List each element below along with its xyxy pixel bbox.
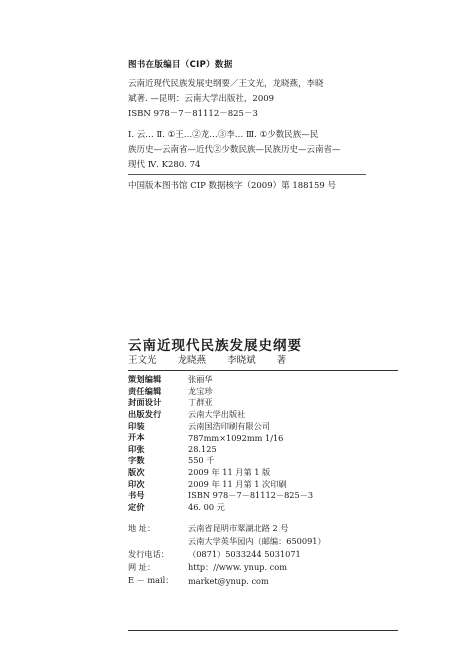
publisher-contacts xyxy=(128,522,326,587)
book-title: 云南近现代民族发展史纲要 xyxy=(128,338,302,354)
colophon-label: 策划编辑 xyxy=(128,374,162,385)
colophon-row xyxy=(128,502,313,514)
colophon-label: 开本 xyxy=(128,432,145,443)
author-name: 李晓斌 xyxy=(227,355,256,366)
colophon-label: 印张 xyxy=(128,443,145,454)
cip-divider xyxy=(128,174,366,175)
cip-isbn: ISBN 978－7－81112－825－3 xyxy=(128,109,258,119)
colophon-value: 云南国浩印刷有限公司 xyxy=(188,420,270,431)
phone-label: 发行电话： xyxy=(128,549,169,559)
cip-classification-line: 现代 Ⅳ. K280. 74 xyxy=(128,160,201,170)
colophon-row xyxy=(128,397,313,409)
colophon-value: ISBN 978－7－81112－825－3 xyxy=(188,490,314,501)
colophon-label: 印次 xyxy=(128,478,145,489)
colophon-label: 责任编辑 xyxy=(128,385,162,396)
cip-entry-line: 斌著. —昆明：云南大学出版社，2009 xyxy=(128,94,275,104)
address-value: 云南省昆明市翠湖北路 2 号 xyxy=(188,523,289,533)
website-link[interactable]: http：//www. ynup. com xyxy=(188,562,287,572)
colophon-value: 2009 年 11 月第 1 次印刷 xyxy=(188,478,287,489)
colophon-label: 字数 xyxy=(128,455,145,466)
website-label: 网 址： xyxy=(128,562,156,572)
colophon-value: 丁群亚 xyxy=(188,397,213,408)
colophon-row xyxy=(128,374,313,386)
colophon-value: 云南大学出版社 xyxy=(188,409,246,420)
cip-heading: 图书在版编目（CIP）数据 xyxy=(128,60,233,70)
address-row-continued xyxy=(128,535,326,548)
colophon-row xyxy=(128,420,313,432)
colophon-value: 龙宝珍 xyxy=(188,385,213,396)
colophon-row xyxy=(128,455,313,467)
website-row xyxy=(128,561,326,574)
cip-entry-line: 云南近现代民族发展史纲要／王文光，龙晓燕，李晓 xyxy=(128,79,324,89)
email-link[interactable]: market@ynup. com xyxy=(188,575,269,586)
colophon-label: 定价 xyxy=(128,501,145,512)
colophon-label: 版次 xyxy=(128,467,145,478)
colophon-value: 787mm×1092mm 1/16 xyxy=(188,432,284,443)
email-label: E － mail： xyxy=(128,575,174,585)
colophon-value: 550 千 xyxy=(188,455,215,466)
colophon-row xyxy=(128,478,313,490)
address-value: 云南大学英华园内（邮编：650091） xyxy=(188,536,326,546)
colophon-label: 印装 xyxy=(128,420,145,431)
colophon-row xyxy=(128,444,313,456)
colophon-value: 46. 00 元 xyxy=(188,501,225,512)
bottom-divider xyxy=(128,630,398,631)
address-row xyxy=(128,522,326,535)
author-suffix: 著 xyxy=(276,355,287,366)
title-divider xyxy=(128,370,398,371)
colophon-row xyxy=(128,432,313,444)
cip-classification-line: 族历史—云南省—近代②少数民族—民族历史—云南省— xyxy=(128,145,341,155)
email-row xyxy=(128,574,326,587)
colophon-row xyxy=(128,490,313,502)
colophon-label: 封面设计 xyxy=(128,397,162,408)
author-name: 王文光 xyxy=(128,355,157,366)
phone-row xyxy=(128,548,326,561)
cip-classification-line: Ⅰ. 云… Ⅱ. ①王…②龙…③李… Ⅲ. ①少数民族—民 xyxy=(128,130,319,140)
colophon-label: 书号 xyxy=(128,490,145,501)
colophon-row xyxy=(128,386,313,398)
author-name: 龙晓燕 xyxy=(177,355,207,366)
author-line xyxy=(128,352,304,366)
colophon-value: 28.125 xyxy=(188,444,217,455)
colophon-value: 张丽华 xyxy=(188,374,213,385)
colophon-label: 出版发行 xyxy=(128,409,162,420)
colophon-row xyxy=(128,409,313,421)
cip-number: 中国版本图书馆 CIP 数据核字（2009）第 188159 号 xyxy=(128,181,336,191)
phone-value: （0871）5033244 5031071 xyxy=(188,549,301,559)
address-label: 地 址： xyxy=(128,523,156,533)
colophon-row xyxy=(128,467,313,479)
colophon-value: 2009 年 11 月第 1 版 xyxy=(188,467,271,478)
colophon-table xyxy=(128,374,313,513)
